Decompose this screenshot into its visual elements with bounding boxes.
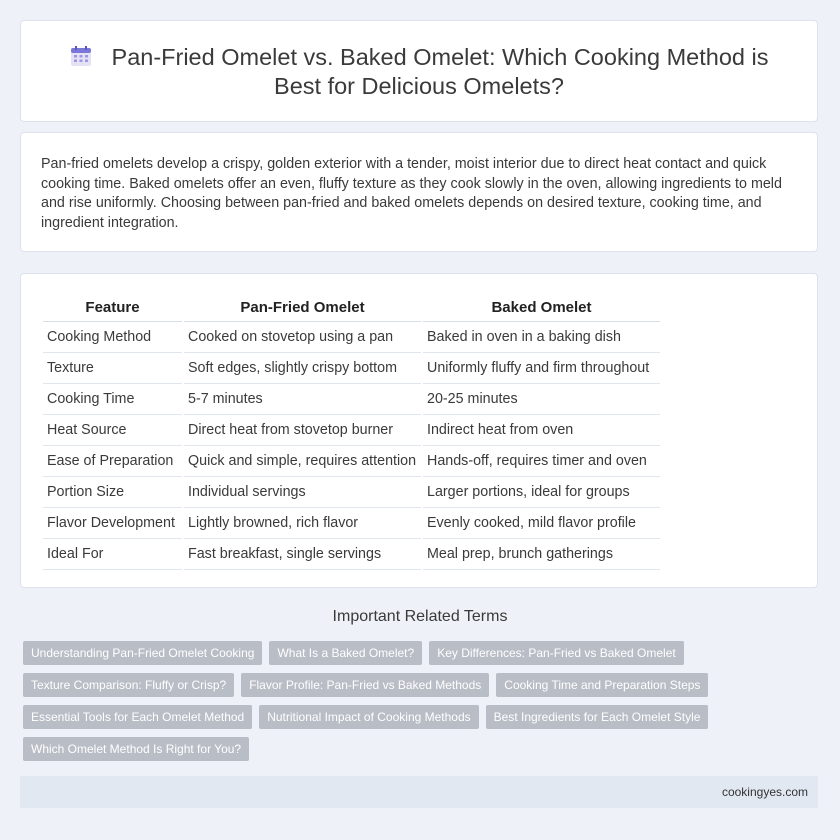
related-term-tag[interactable]: Key Differences: Pan-Fried vs Baked Omelet bbox=[429, 641, 684, 665]
table-cell: Texture bbox=[43, 353, 182, 384]
table-cell: Individual servings bbox=[184, 477, 421, 508]
table-row bbox=[43, 415, 660, 446]
table-cell: Uniformly fluffy and firm throughout bbox=[423, 353, 660, 384]
footer-site-link[interactable]: cookingyes.com bbox=[721, 785, 808, 799]
related-term-tag[interactable]: Essential Tools for Each Omelet Method bbox=[23, 705, 252, 729]
related-term-tag[interactable]: Flavor Profile: Pan-Fried vs Baked Methods bbox=[241, 673, 489, 697]
table-row bbox=[43, 508, 660, 539]
table-cell: Quick and simple, requires attention bbox=[184, 446, 421, 477]
table-row bbox=[43, 446, 660, 477]
header-baked: Baked Omelet bbox=[423, 294, 660, 322]
table-header-row bbox=[43, 294, 660, 322]
table-cell: Lightly browned, rich flavor bbox=[184, 508, 421, 539]
related-term-tag[interactable]: Which Omelet Method Is Right for You? bbox=[23, 737, 249, 761]
table-row bbox=[43, 384, 660, 415]
table-cell: Soft edges, slightly crispy bottom bbox=[184, 353, 421, 384]
comparison-table bbox=[41, 294, 662, 570]
page-title-text: Pan-Fried Omelet vs. Baked Omelet: Which Cooking Method is Best for Delicious Omelets? bbox=[111, 44, 769, 99]
table-row bbox=[43, 477, 660, 508]
calendar-icon bbox=[70, 45, 92, 67]
intro-card bbox=[20, 132, 818, 252]
table-cell: Flavor Development bbox=[43, 508, 182, 539]
related-terms-list bbox=[23, 641, 723, 761]
table-cell: 5-7 minutes bbox=[184, 384, 421, 415]
related-term-tag[interactable]: Texture Comparison: Fluffy or Crisp? bbox=[23, 673, 234, 697]
related-term-tag[interactable]: Nutritional Impact of Cooking Methods bbox=[259, 705, 478, 729]
table-cell: Cooking Method bbox=[43, 322, 182, 353]
table-cell: Heat Source bbox=[43, 415, 182, 446]
table-cell: Hands-off, requires timer and oven bbox=[423, 446, 660, 477]
table-cell: Direct heat from stovetop burner bbox=[184, 415, 421, 446]
table-cell: Fast breakfast, single servings bbox=[184, 539, 421, 570]
table-row bbox=[43, 322, 660, 353]
table-cell: Evenly cooked, mild flavor profile bbox=[423, 508, 660, 539]
page-title bbox=[61, 43, 777, 101]
title-card bbox=[20, 20, 818, 122]
table-cell: Ease of Preparation bbox=[43, 446, 182, 477]
table-cell: Cooked on stovetop using a pan bbox=[184, 322, 421, 353]
related-term-tag[interactable]: Best Ingredients for Each Omelet Style bbox=[486, 705, 709, 729]
header-pan-fried: Pan-Fried Omelet bbox=[184, 294, 421, 322]
table-row bbox=[43, 539, 660, 570]
table-cell: Indirect heat from oven bbox=[423, 415, 660, 446]
header-feature: Feature bbox=[43, 294, 182, 322]
table-cell: Baked in oven in a baking dish bbox=[423, 322, 660, 353]
footer bbox=[20, 776, 818, 808]
table-cell: Portion Size bbox=[43, 477, 182, 508]
related-term-tag[interactable]: What Is a Baked Omelet? bbox=[269, 641, 422, 665]
intro-paragraph: Pan-fried omelets develop a crispy, golden exterior with a tender, moist interior due to direct heat contact and quick cooking time. Baked omelets offer an even, fluffy texture as they cook slowly in the oven, allowing ingredients to meld and rise uniformly. Choosing between pan-fried and baked omelets depends on desired texture, cooking time, and ingredient integration. bbox=[41, 156, 782, 231]
table-cell: Meal prep, brunch gatherings bbox=[423, 539, 660, 570]
table-cell: Larger portions, ideal for groups bbox=[423, 477, 660, 508]
table-cell: Ideal For bbox=[43, 539, 182, 570]
table-cell: 20-25 minutes bbox=[423, 384, 660, 415]
table-row bbox=[43, 353, 660, 384]
comparison-card bbox=[20, 273, 818, 588]
related-term-tag[interactable]: Understanding Pan-Fried Omelet Cooking bbox=[23, 641, 262, 665]
related-terms-heading: Important Related Terms bbox=[332, 608, 508, 625]
related-term-tag[interactable]: Cooking Time and Preparation Steps bbox=[496, 673, 708, 697]
table-cell: Cooking Time bbox=[43, 384, 182, 415]
